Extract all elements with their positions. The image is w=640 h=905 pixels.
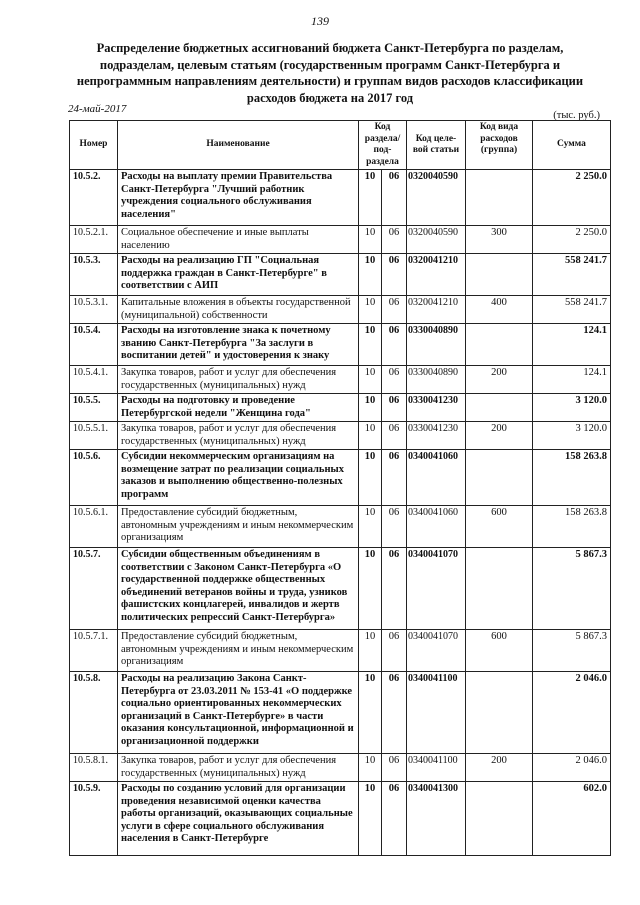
row-sum: 3 120.0 xyxy=(533,394,611,422)
row-section-code: 10 xyxy=(359,394,382,422)
row-name: Расходы на подготовку и проведение Петербургской недели "Женщина года" xyxy=(118,394,359,422)
row-section-code: 10 xyxy=(359,324,382,366)
row-section-code: 10 xyxy=(359,782,382,856)
table-row xyxy=(70,324,611,366)
table-row xyxy=(70,422,611,450)
row-name: Субсидии некоммерческим организациям на возмещение затрат по реализации социальных заказов и выполнению общественно-полезных программ xyxy=(118,450,359,506)
table-row xyxy=(70,754,611,782)
row-expense-type-code xyxy=(466,324,533,366)
row-number: 10.5.3.1. xyxy=(70,296,118,324)
row-sum: 2 250.0 xyxy=(533,226,611,254)
row-target-code: 0330040890 xyxy=(407,324,466,366)
table-row xyxy=(70,226,611,254)
row-sum: 558 241.7 xyxy=(533,296,611,324)
table-row xyxy=(70,254,611,296)
row-name: Закупка товаров, работ и услуг для обеспечения государственных (муниципальных) нужд xyxy=(118,754,359,782)
row-sum: 3 120.0 xyxy=(533,422,611,450)
row-number: 10.5.3. xyxy=(70,254,118,296)
row-target-code: 0340041060 xyxy=(407,450,466,506)
table-row xyxy=(70,672,611,754)
row-name: Предоставление субсидий бюджетным, автономным учреждениям и иным некоммерческим организациям xyxy=(118,630,359,672)
row-section-code: 10 xyxy=(359,630,382,672)
table-header-row xyxy=(70,121,611,170)
row-target-code: 0340041100 xyxy=(407,672,466,754)
row-sum: 158 263.8 xyxy=(533,450,611,506)
table-row xyxy=(70,506,611,548)
table-row xyxy=(70,782,611,856)
header-target-code: Код целе-вой статьи xyxy=(407,121,466,170)
row-name: Расходы по созданию условий для организации проведения независимой оценки качества работы организаций, оказывающих социальные услуги в сфере социального обслуживания населения в Санкт-Петербурге xyxy=(118,782,359,856)
row-subsection-code: 06 xyxy=(382,672,407,754)
row-sum: 2 046.0 xyxy=(533,754,611,782)
page-title: Распределение бюджетных ассигнований бюджета Санкт-Петербурга по разделам, подразделам, целевым статьям (государственным программ Санкт-Петербурга и непрограммным направлениям деятельности) и группам видов расходов классификации расходов бюджета на 2017 год xyxy=(76,41,584,105)
row-sum: 5 867.3 xyxy=(533,630,611,672)
document-date: 24-май-2017 xyxy=(68,103,127,115)
row-number: 10.5.5.1. xyxy=(70,422,118,450)
row-expense-type-code: 600 xyxy=(466,506,533,548)
row-target-code: 0320041210 xyxy=(407,254,466,296)
row-subsection-code: 06 xyxy=(382,630,407,672)
row-sum: 124.1 xyxy=(533,366,611,394)
row-section-code: 10 xyxy=(359,366,382,394)
row-number: 10.5.6.1. xyxy=(70,506,118,548)
row-number: 10.5.5. xyxy=(70,394,118,422)
row-name: Закупка товаров, работ и услуг для обеспечения государственных (муниципальных) нужд xyxy=(118,366,359,394)
row-name: Расходы на реализацию Закона Санкт-Петербурга от 23.03.2011 № 153-41 «О поддержке социально ориентированных некоммерческих организаций в Санкт-Петербурге» в части оказания консультационной, информационной и организационной поддержки xyxy=(118,672,359,754)
row-number: 10.5.7.1. xyxy=(70,630,118,672)
table-row xyxy=(70,548,611,630)
row-target-code: 0330041230 xyxy=(407,422,466,450)
row-expense-type-code: 200 xyxy=(466,754,533,782)
row-section-code: 10 xyxy=(359,672,382,754)
row-subsection-code: 06 xyxy=(382,506,407,548)
row-section-code: 10 xyxy=(359,422,382,450)
row-target-code: 0320041210 xyxy=(407,296,466,324)
table-row xyxy=(70,394,611,422)
row-expense-type-code: 600 xyxy=(466,630,533,672)
row-number: 10.5.4. xyxy=(70,324,118,366)
row-sum: 2 046.0 xyxy=(533,672,611,754)
row-number: 10.5.7. xyxy=(70,548,118,630)
row-sum: 158 263.8 xyxy=(533,506,611,548)
row-number: 10.5.8.1. xyxy=(70,754,118,782)
row-expense-type-code xyxy=(466,782,533,856)
header-expense-type-code: Код вида расходов (группа) xyxy=(466,121,533,170)
row-subsection-code: 06 xyxy=(382,254,407,296)
row-subsection-code: 06 xyxy=(382,296,407,324)
row-subsection-code: 06 xyxy=(382,324,407,366)
row-number: 10.5.2.1. xyxy=(70,226,118,254)
row-expense-type-code xyxy=(466,548,533,630)
row-subsection-code: 06 xyxy=(382,226,407,254)
row-sum: 5 867.3 xyxy=(533,548,611,630)
row-expense-type-code xyxy=(466,450,533,506)
table-row xyxy=(70,170,611,226)
row-subsection-code: 06 xyxy=(382,782,407,856)
row-expense-type-code xyxy=(466,170,533,226)
row-target-code: 0320040590 xyxy=(407,170,466,226)
row-section-code: 10 xyxy=(359,296,382,324)
row-section-code: 10 xyxy=(359,170,382,226)
row-sum: 558 241.7 xyxy=(533,254,611,296)
unit-label: (тыс. руб.) xyxy=(553,110,600,121)
row-target-code: 0340041300 xyxy=(407,782,466,856)
row-target-code: 0330040890 xyxy=(407,366,466,394)
row-sum: 2 250.0 xyxy=(533,170,611,226)
table-row xyxy=(70,630,611,672)
row-expense-type-code: 300 xyxy=(466,226,533,254)
table-row xyxy=(70,296,611,324)
row-name: Расходы на изготовление знака к почетному званию Санкт-Петербурга "За заслуги в воспитании детей" и удостоверения к знаку xyxy=(118,324,359,366)
row-name: Субсидии общественным объединениям в соответствии с Законом Санкт-Петербурга «О государственной поддержке общественных объединений ветеранов войны и труда, узников фашистских концлагерей, инвалидов и жертв политических репрессий Санкт-Петербурга» xyxy=(118,548,359,630)
row-number: 10.5.6. xyxy=(70,450,118,506)
row-expense-type-code xyxy=(466,254,533,296)
row-section-code: 10 xyxy=(359,548,382,630)
row-sum: 602.0 xyxy=(533,782,611,856)
row-target-code: 0340041070 xyxy=(407,630,466,672)
header-number: Номер xyxy=(70,121,118,170)
row-section-code: 10 xyxy=(359,226,382,254)
row-subsection-code: 06 xyxy=(382,366,407,394)
row-subsection-code: 06 xyxy=(382,450,407,506)
row-number: 10.5.4.1. xyxy=(70,366,118,394)
row-name: Социальное обеспечение и иные выплаты населению xyxy=(118,226,359,254)
row-subsection-code: 06 xyxy=(382,548,407,630)
row-name: Расходы на выплату премии Правительства Санкт-Петербурга "Лучший работник учреждения социального обслуживания населения" xyxy=(118,170,359,226)
header-section-code: Код раздела/ под-раздела xyxy=(359,121,407,170)
row-name: Расходы на реализацию ГП "Социальная поддержка граждан в Санкт-Петербурге" в соответствии с АИП xyxy=(118,254,359,296)
row-subsection-code: 06 xyxy=(382,754,407,782)
table-row xyxy=(70,450,611,506)
row-number: 10.5.2. xyxy=(70,170,118,226)
row-expense-type-code: 400 xyxy=(466,296,533,324)
row-expense-type-code xyxy=(466,394,533,422)
row-name: Капитальные вложения в объекты государственной (муниципальной) собственности xyxy=(118,296,359,324)
row-section-code: 10 xyxy=(359,450,382,506)
row-subsection-code: 06 xyxy=(382,394,407,422)
row-expense-type-code: 200 xyxy=(466,366,533,394)
row-number: 10.5.9. xyxy=(70,782,118,856)
row-target-code: 0340041060 xyxy=(407,506,466,548)
header-name: Наименование xyxy=(118,121,359,170)
row-section-code: 10 xyxy=(359,254,382,296)
row-target-code: 0330041230 xyxy=(407,394,466,422)
row-subsection-code: 06 xyxy=(382,170,407,226)
row-name: Закупка товаров, работ и услуг для обеспечения государственных (муниципальных) нужд xyxy=(118,422,359,450)
row-name: Предоставление субсидий бюджетным, автономным учреждениям и иным некоммерческим организациям xyxy=(118,506,359,548)
row-section-code: 10 xyxy=(359,506,382,548)
row-expense-type-code xyxy=(466,672,533,754)
table-row xyxy=(70,366,611,394)
row-expense-type-code: 200 xyxy=(466,422,533,450)
row-target-code: 0340041070 xyxy=(407,548,466,630)
row-section-code: 10 xyxy=(359,754,382,782)
budget-table xyxy=(69,120,611,856)
row-target-code: 0320040590 xyxy=(407,226,466,254)
row-subsection-code: 06 xyxy=(382,422,407,450)
page-number: 139 xyxy=(311,14,329,28)
row-sum: 124.1 xyxy=(533,324,611,366)
header-sum: Сумма xyxy=(533,121,611,170)
row-number: 10.5.8. xyxy=(70,672,118,754)
row-target-code: 0340041100 xyxy=(407,754,466,782)
